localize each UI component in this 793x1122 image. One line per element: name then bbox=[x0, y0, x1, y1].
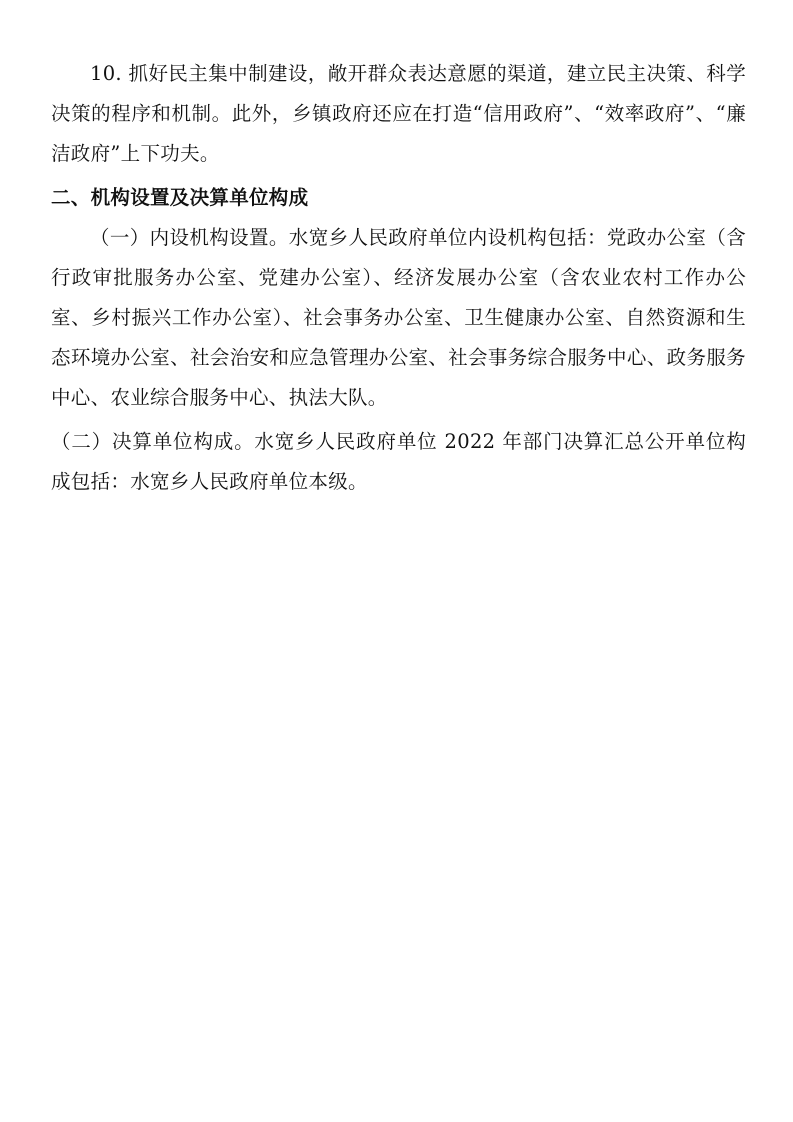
document-page bbox=[51, 54, 746, 502]
paragraph-democratic-centralism: 10. 抓好民主集中制建设，敞开群众表达意愿的渠道，建立民主决策、科学决策的程序和机制。此外，乡镇政府还应在打造“信用政府”、“效率政府”、“廉洁政府”上下功夫。 bbox=[51, 62, 746, 165]
section-heading-institutions: 二、机构设置及决算单位构成 bbox=[51, 186, 309, 209]
paragraph-internal-institutions: （一）内设机构设置。水宽乡人民政府单位内设机构包括：党政办公室（含行政审批服务办公室、党建办公室）、经济发展办公室（含农业农村工作办公室、乡村振兴工作办公室）、社会事务办公室、卫生健康办公室、自然资源和生态环境办公室、社会治安和应急管理办公室、社会事务综合服务中心、政务服务中心、农业综合服务中心、执法大队。 bbox=[51, 226, 746, 409]
paragraph-budget-unit-composition: （二）决算单位构成。水宽乡人民政府单位 2022 年部门决算汇总公开单位构成包括：水宽乡人民政府单位本级。 bbox=[51, 430, 746, 493]
